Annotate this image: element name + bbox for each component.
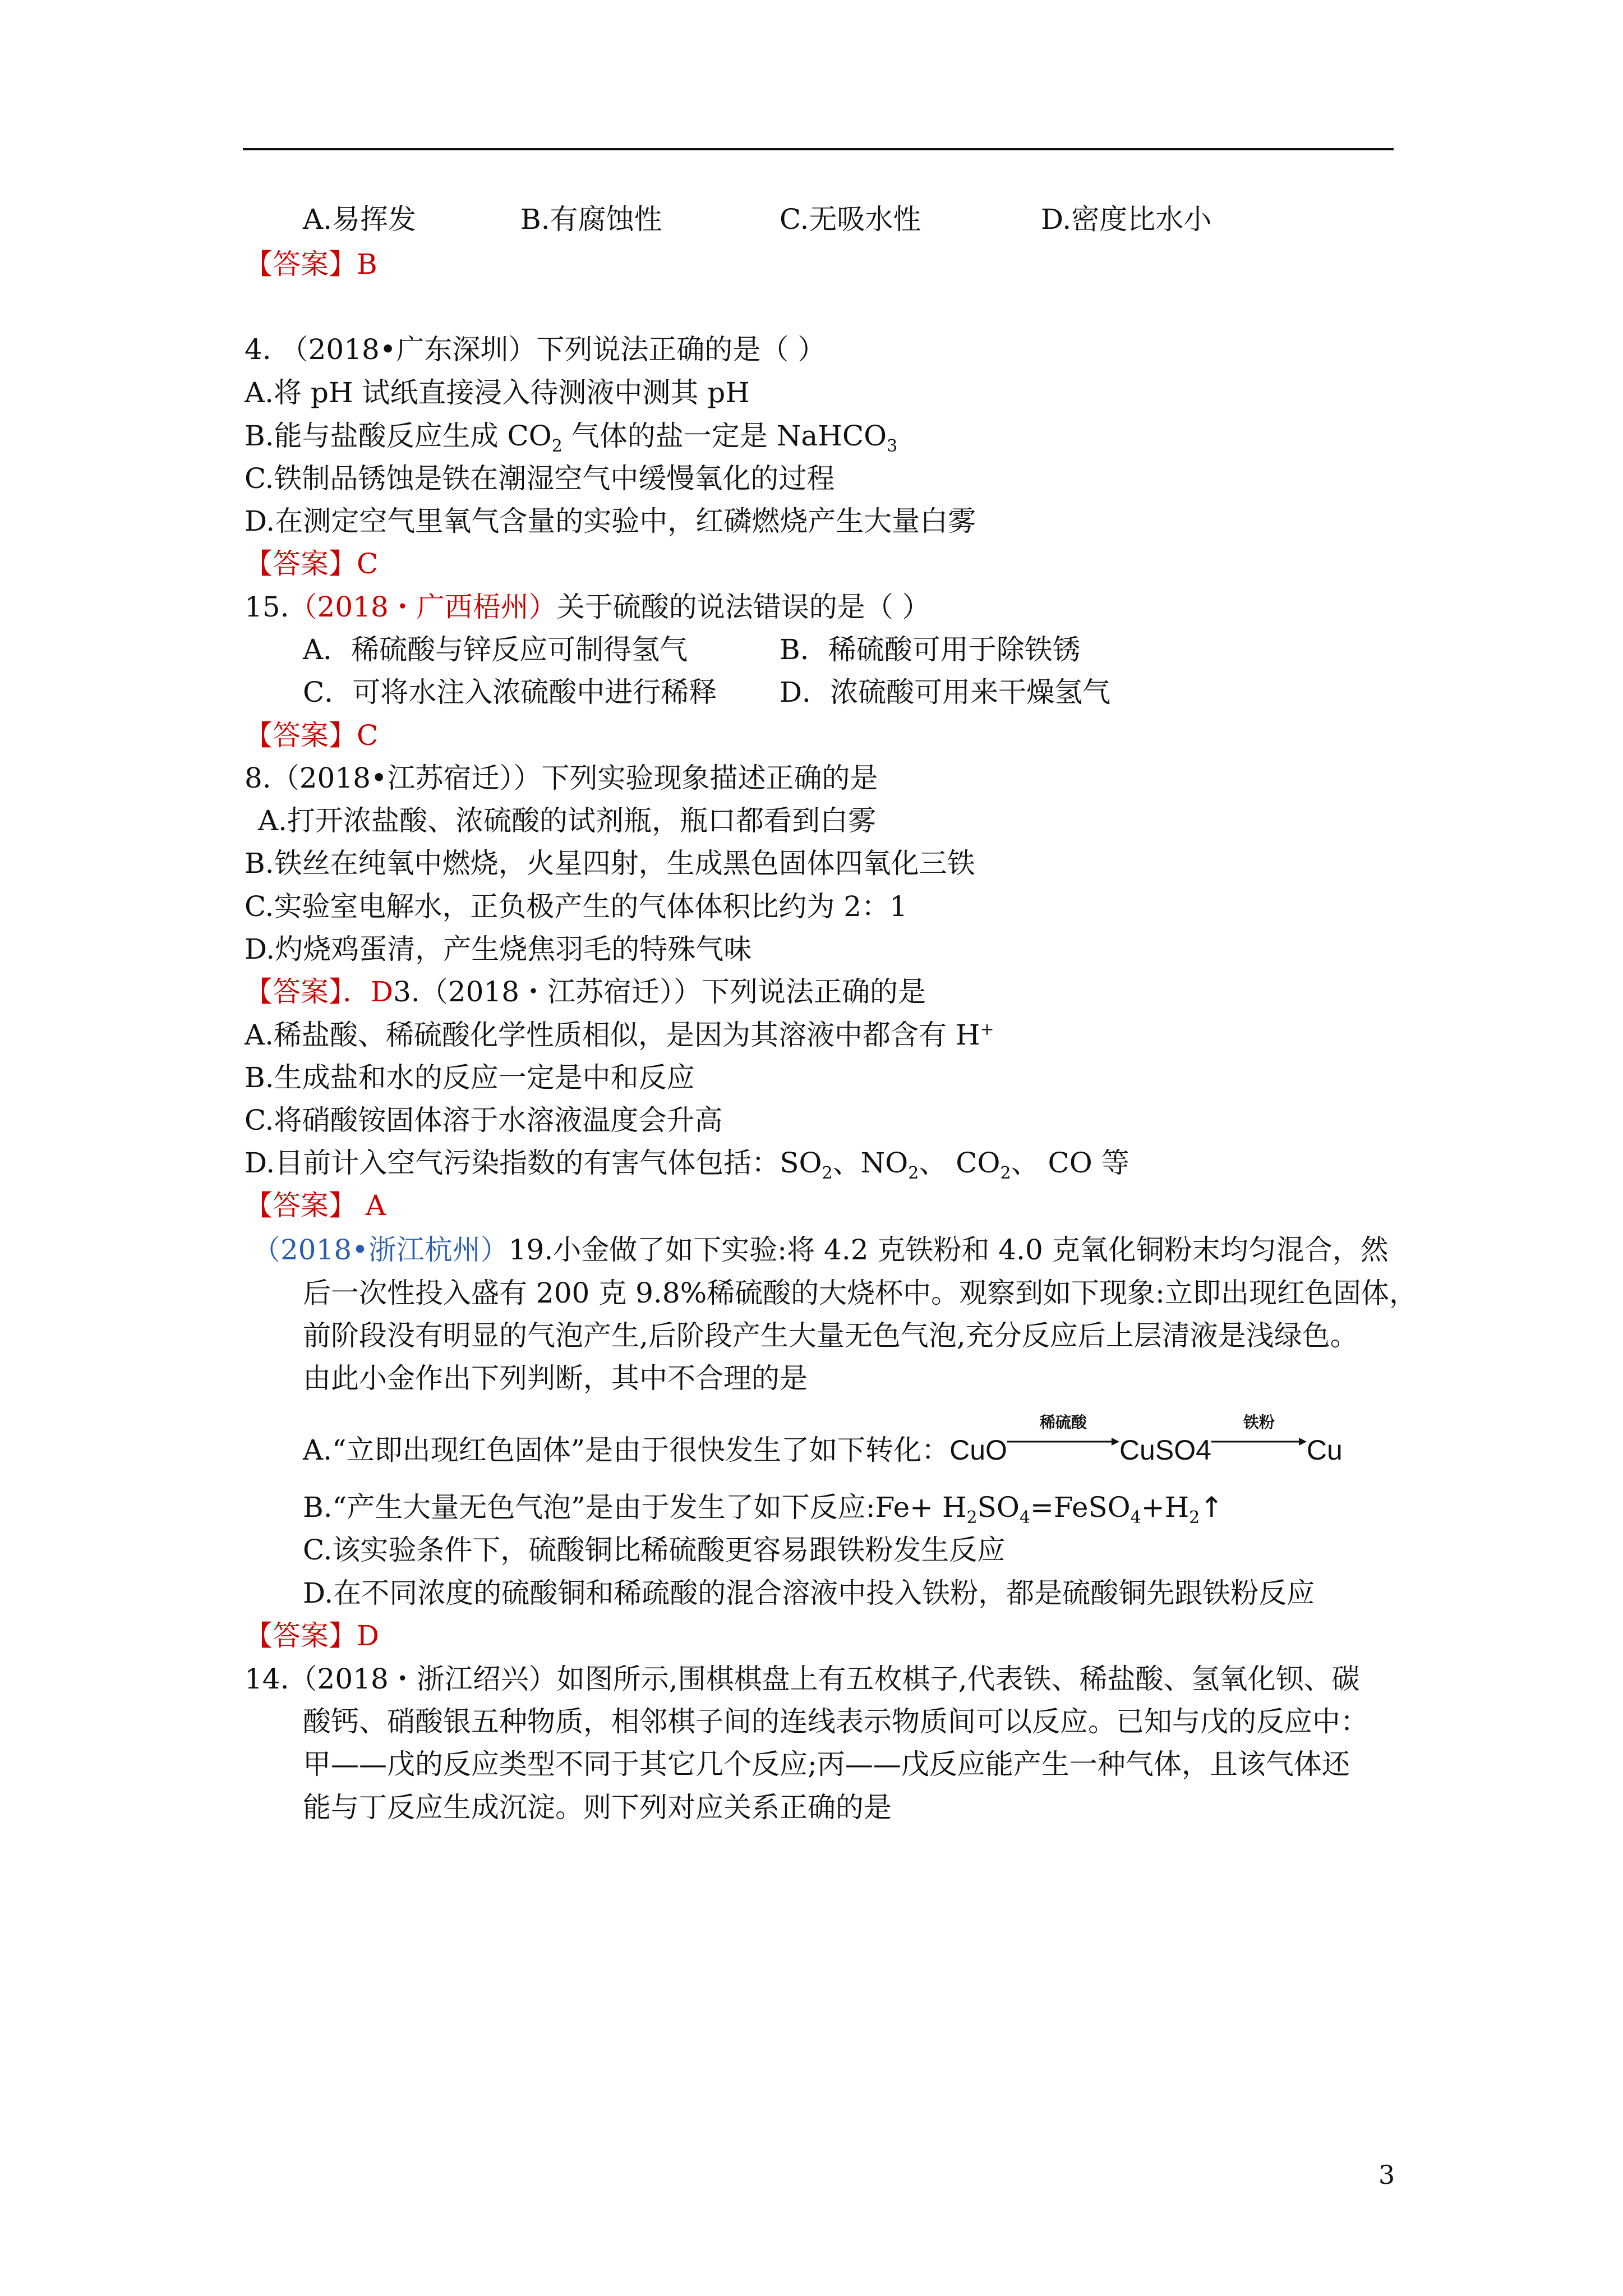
q19-answer: 【答案】D xyxy=(245,1619,380,1652)
q4-option-b: B.能与盐酸反应生成 $CO_2$ 气体的盐一定是 NaHCO$_3$ xyxy=(245,420,898,456)
q15-option-d: D．浓硫酸可用来干燥氢气 xyxy=(780,676,1111,708)
top-option-d: D.密度比水小 xyxy=(1041,203,1212,236)
q4-answer: 【答案】C xyxy=(245,547,379,580)
header-rule xyxy=(243,148,1394,150)
q3-option-d: D.目前计入空气污染指数的有害气体包括：$SO_2$、$NO_2$、 $CO_2$、 CO 等 xyxy=(245,1147,1129,1183)
page-number: 3 xyxy=(1378,2160,1395,2190)
q8-option-c: C.实验室电解水，正负极产生的气体体积比约为 2：1 xyxy=(245,890,907,923)
q3-option-b: B.生成盐和水的反应一定是中和反应 xyxy=(245,1061,695,1094)
top-option-a: A.易挥发 xyxy=(303,203,417,236)
q3-answer: 【答案】 A xyxy=(245,1189,386,1222)
q19-line-2: 后一次性投入盛有 200 克 9.8%稀硫酸的大烧杯中。观察到如下现象:立即出现红色固体， xyxy=(303,1277,1417,1309)
q4-option-d: D.在测定空气里氧气含量的实验中，红磷燃烧产生大量白雾 xyxy=(245,505,976,537)
q19-line-1: （2018•浙江杭州）19.小金做了如下实验:将 4.2 克铁粉和 4.0 克氧化铜粉末均匀混合，然 xyxy=(252,1234,1389,1266)
q15-stem: 15.（2018・广西梧州）关于硫酸的说法错误的是（ ） xyxy=(245,591,930,623)
q15-source: （2018・广西梧州） xyxy=(289,591,557,623)
q8-answer-and-q3-stem: 【答案】．D3.（2018・江苏宿迁））下列说法正确的是 xyxy=(245,976,926,1008)
q8-option-d: D.灼烧鸡蛋清，产生烧焦羽毛的特殊气味 xyxy=(245,933,752,965)
q14-line-4: 能与丁反应生成沉淀。则下列对应关系正确的是 xyxy=(303,1791,892,1824)
q19-line-4: 由此小金作出下列判断，其中不合理的是 xyxy=(303,1362,808,1395)
q8-option-b: B.铁丝在纯氧中燃烧，火星四射，生成黑色固体四氧化三铁 xyxy=(245,847,975,880)
q4-stem: 4. （2018•广东深圳）下列说法正确的是（ ） xyxy=(245,333,826,366)
reaction-arrow-2: 铁粉 xyxy=(1211,1432,1307,1460)
q3-option-c: C.将硝酸铵固体溶于水溶液温度会升高 xyxy=(245,1104,723,1137)
q15-option-c: C．可将水注入浓硫酸中进行稀释 xyxy=(303,676,717,708)
q19-source: （2018•浙江杭州） xyxy=(252,1234,509,1266)
q14-line-2: 酸钙、硝酸银五种物质，相邻棋子间的连线表示物质间可以反应。已知与戊的反应中： xyxy=(303,1705,1368,1738)
q19-option-c: C.该实验条件下，硫酸铜比稀硫酸更容易跟铁粉发生反应 xyxy=(303,1534,1006,1566)
reaction-arrow-1: 稀硫酸 xyxy=(1007,1432,1119,1460)
q8-stem: 8.（2018•江苏宿迁））下列实验现象描述正确的是 xyxy=(245,762,878,794)
q19-option-b: B.“产生大量无色气泡”是由于发生了如下反应:Fe+ $H_2SO_4=FeSO_4+H_2↑$ xyxy=(303,1491,1224,1527)
q4-option-a: A.将 pH 试纸直接浸入待测液中测其 pH xyxy=(245,376,750,409)
top-option-b: B.有腐蚀性 xyxy=(520,203,662,236)
q19-option-a: A.“立即出现红色固体”是由于很快发生了如下转化：CuO 稀硫酸 CuSO4 铁粉 Cu xyxy=(303,1413,1343,1466)
q4-option-c: C.铁制品锈蚀是铁在潮湿空气中缓慢氧化的过程 xyxy=(245,462,835,495)
answer-tag: 【答案】 xyxy=(245,248,357,280)
q8-option-a: A.打开浓盐酸、浓硫酸的试剂瓶，瓶口都看到白雾 xyxy=(258,804,877,837)
top-answer: 【答案】B xyxy=(245,248,377,280)
q14-line-3: 甲——戊的反应类型不同于其它几个反应;丙——戊反应能产生一种气体，且该气体还 xyxy=(303,1748,1350,1780)
q3-option-a: A.稀盐酸、稀硫酸化学性质相似，是因为其溶液中都含有 H+ xyxy=(245,1019,994,1051)
q15-option-b: B．稀硫酸可用于除铁锈 xyxy=(780,633,1081,666)
top-option-c: C.无吸水性 xyxy=(780,203,921,236)
q15-option-a: A．稀硫酸与锌反应可制得氢气 xyxy=(303,633,688,666)
q19-option-d: D.在不同浓度的硫酸铜和稀疏酸的混合溶液中投入铁粉，都是硫酸铜先跟铁粉反应 xyxy=(303,1577,1315,1609)
q15-answer: 【答案】C xyxy=(245,719,379,752)
q14-line-1: 14.（2018・浙江绍兴）如图所示,围棋棋盘上有五枚棋子,代表铁、稀盐酸、氢氧化钡、碳 xyxy=(245,1663,1360,1695)
gas-arrow: ↑ xyxy=(1200,1491,1224,1524)
q19-line-3: 前阶段没有明显的气泡产生,后阶段产生大量无色气泡,充分反应后上层清液是浅绿色。 xyxy=(303,1319,1358,1352)
